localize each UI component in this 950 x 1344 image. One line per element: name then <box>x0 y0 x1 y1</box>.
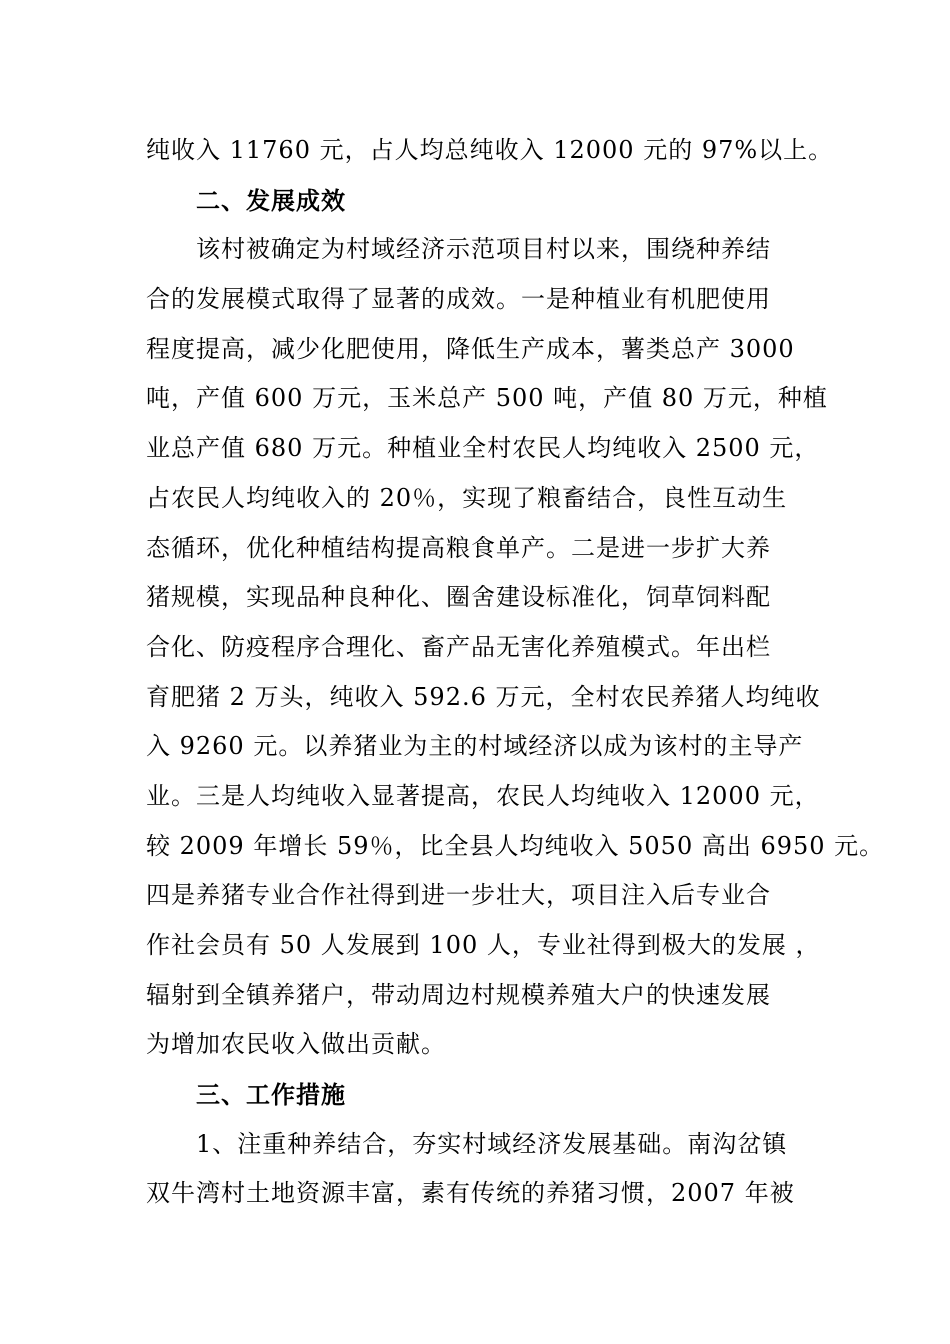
body-line: 合化、防疫程序合理化、畜产品无害化养殖模式。年出栏 <box>146 632 771 661</box>
body-line: 育肥猪 2 万头，纯收入 592.6 万元，全村农民养猪人均纯收 <box>146 682 821 711</box>
body-line: 1、注重种养结合，夯实村域经济发展基础。南沟岔镇 <box>196 1129 788 1158</box>
body-line: 占农民人均纯收入的 20％，实现了粮畜结合，良性互动生 <box>146 483 788 512</box>
body-line: 四是养猪专业合作社得到进一步壮大，项目注入后专业合 <box>146 881 771 910</box>
body-line: 猪规模，实现品种良种化、圈舍建设标准化，饲草饲料配 <box>146 583 771 612</box>
body-line: 入 9260 元。以养猪业为主的村域经济以成为该村的主导产 <box>146 732 804 761</box>
section-heading-measures: 三、工作措施 <box>196 1080 346 1110</box>
body-line: 双牛湾村土地资源丰富，素有传统的养猪习惯，2007 年被 <box>146 1179 795 1208</box>
section-heading-results: 二、发展成效 <box>196 185 346 215</box>
body-line: 纯收入 11760 元，占人均总纯收入 12000 元的 97%以上。 <box>146 136 834 164</box>
body-line: 业总产值 680 万元。种植业全村农民人均纯收入 2500 元， <box>146 434 820 463</box>
body-line: 较 2009 年增长 59％，比全县人均纯收入 5050 高出 6950 元。 <box>146 831 885 860</box>
document-body <box>146 126 885 1219</box>
body-line: 程度提高，减少化肥使用，降低生产成本，薯类总产 3000 <box>146 334 795 363</box>
body-line: 合的发展模式取得了显著的成效。一是种植业有机肥使用 <box>146 285 771 314</box>
body-line: 该村被确定为村域经济示范项目村以来，围绕种养结 <box>196 235 771 264</box>
body-line: 吨，产值 600 万元，玉米总产 500 吨，产值 80 万元，种植 <box>146 384 828 413</box>
body-line: 态循环，优化种植结构提高粮食单产。二是进一步扩大养 <box>146 533 771 562</box>
body-line: 作社会员有 50 人发展到 100 人，专业社得到极大的发展 ， <box>146 931 821 959</box>
body-line: 辐射到全镇养猪户，带动周边村规模养殖大户的快速发展 <box>146 980 771 1009</box>
body-line: 为增加农民收入做出贡献。 <box>146 1030 446 1059</box>
body-line: 业。三是人均纯收入显著提高，农民人均纯收入 12000 元， <box>146 781 820 810</box>
